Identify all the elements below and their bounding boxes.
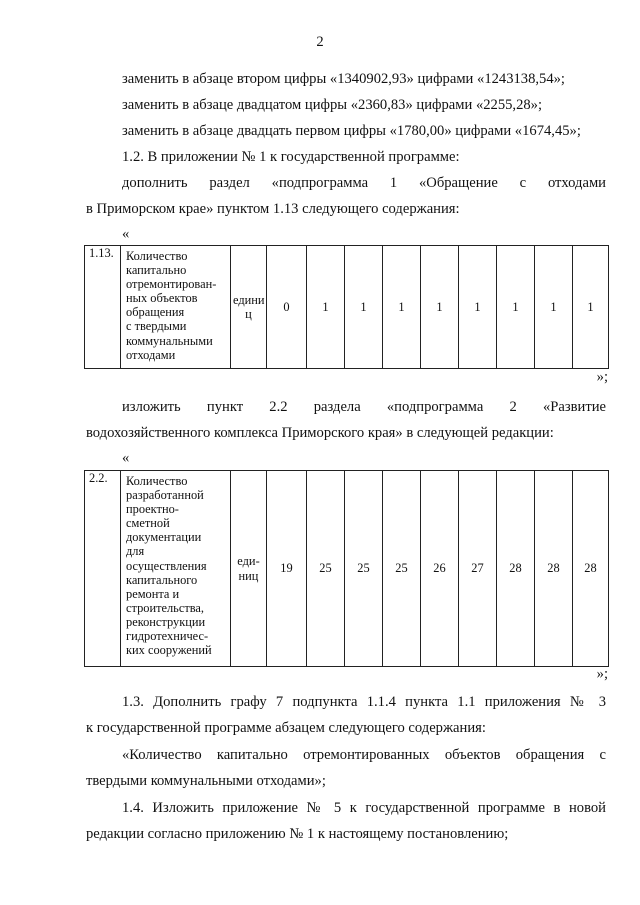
paragraph-3: заменить в абзаце двадцать первом цифры «1780,00» цифрами «1674,45»; (122, 123, 581, 139)
indicator-line: коммунальными (126, 333, 213, 348)
paragraph-2: заменить в абзаце двадцатом цифры «2360,83» цифрами «2255,28»; (122, 97, 543, 113)
paragraph-9-line-2: редакции согласно приложению № 1 к настоящему постановлению; (86, 826, 509, 842)
indicator-line: гидротехничес- (126, 629, 209, 644)
indicator-line: ких сооружений (126, 643, 212, 658)
quote-open-2: « (122, 450, 130, 466)
value-cell: 1 (383, 246, 421, 369)
unit-line: ниц (238, 568, 259, 583)
paragraph-6-line-2: водохозяйственного комплекса Приморского края» в следующей редакции: (86, 425, 554, 441)
paragraph-1: заменить в абзаце втором цифры «1340902,93» цифрами «1243138,54»; (122, 71, 565, 87)
value-cell: 1 (535, 246, 573, 369)
value-cell: 28 (497, 471, 535, 667)
value-cell: 26 (421, 471, 459, 667)
value-cell: 0 (267, 246, 307, 369)
value-cell: 1 (497, 246, 535, 369)
unit-line: еди- (237, 554, 260, 569)
indicator-line: документации (126, 530, 202, 545)
quote-close-1: »; (596, 369, 608, 385)
paragraph-8-line-1: «Количество капитально отремонтированных объектов обращения с (122, 747, 606, 763)
unit-line: едини (233, 292, 265, 307)
unit-line: ц (245, 307, 252, 321)
indicator-line: отремонтирован- (126, 277, 217, 292)
paragraph-5-line-2: в Приморском крае» пунктом 1.13 следующего содержания: (86, 201, 460, 217)
indicator-line: сметной (126, 516, 170, 531)
value-cell: 27 (459, 471, 497, 667)
indicator-line: отходами (126, 347, 176, 362)
paragraph-4: 1.2. В приложении № 1 к государственной программе: (122, 149, 460, 165)
indicator-line: разработанной (126, 488, 204, 503)
value-cell: 25 (345, 471, 383, 667)
table-2-2 (84, 470, 609, 667)
unit-cell (231, 471, 267, 667)
paragraph-9-line-1: 1.4. Изложить приложение № 5 к государственной программе в новой (122, 800, 606, 816)
quote-close-2: »; (596, 666, 608, 682)
value-cell: 1 (421, 246, 459, 369)
paragraph-6-line-1: изложить пункт 2.2 раздела «подпрограмма 2 «Развитие (122, 399, 606, 415)
row-number: 2.2. (85, 471, 121, 667)
value-cell: 25 (307, 471, 345, 667)
table-1-13 (84, 245, 609, 369)
paragraph-7-line-1: 1.3. Дополнить графу 7 подпункта 1.1.4 пункта 1.1 приложения № 3 (122, 694, 606, 710)
table-row (85, 246, 609, 369)
paragraph-7-line-2: к государственной программе абзацем следующего содержания: (86, 720, 486, 736)
indicator-line: капитального (126, 572, 198, 587)
unit-cell (231, 246, 267, 369)
row-number: 1.13. (85, 246, 121, 369)
indicator-line: строительства, (126, 600, 205, 615)
value-cell: 1 (459, 246, 497, 369)
value-cell: 1 (307, 246, 345, 369)
value-cell: 1 (345, 246, 383, 369)
indicator-line: ных объектов (126, 291, 198, 306)
value-cell: 28 (573, 471, 609, 667)
indicator-line: ремонта и (126, 586, 180, 601)
indicator-line: осуществления (126, 558, 207, 573)
indicator-line: реконструкции (126, 614, 206, 629)
quote-open-1: « (122, 226, 130, 242)
indicator-line: с твердыми (126, 319, 187, 334)
indicator-line: обращения (126, 305, 185, 320)
indicator-line: проектно- (126, 502, 179, 517)
indicator-line: Количество (126, 249, 188, 263)
indicator-name (121, 246, 231, 369)
indicator-name (121, 471, 231, 667)
value-cell: 1 (573, 246, 609, 369)
indicator-line: для (126, 544, 145, 559)
paragraph-8-line-2: твердыми коммунальными отходами»; (86, 773, 326, 789)
value-cell: 19 (267, 471, 307, 667)
paragraph-5-line-1: дополнить раздел «подпрограмма 1 «Обращение с отходами (122, 175, 606, 191)
indicator-line: Количество (126, 474, 188, 488)
value-cell: 25 (383, 471, 421, 667)
table-row (85, 471, 609, 667)
page-number: 2 (316, 34, 324, 50)
value-cell: 28 (535, 471, 573, 667)
indicator-line: капитально (126, 263, 187, 278)
